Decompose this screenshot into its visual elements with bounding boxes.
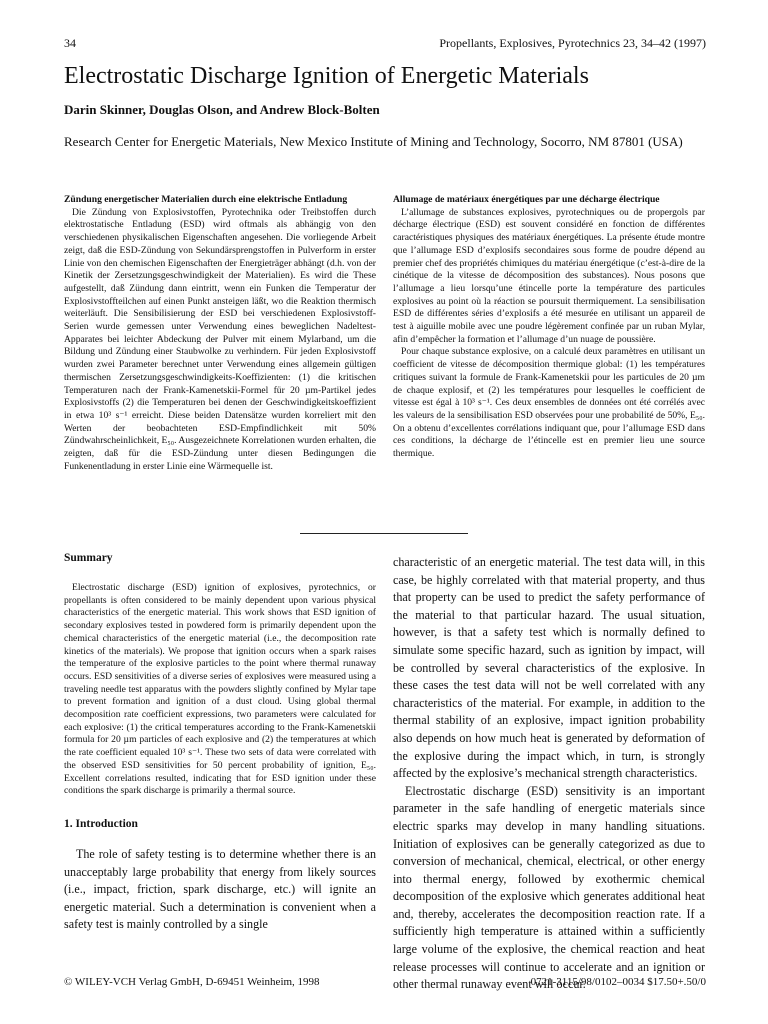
french-abstract-heading: Allumage de matériaux énergétiques par une décharge électrique xyxy=(393,194,660,205)
article-authors: Darin Skinner, Douglas Olson, and Andrew Block-Bolten xyxy=(64,102,380,117)
article-title: Electrostatic Discharge Ignition of Energetic Materials xyxy=(64,63,589,89)
publisher-footer: © WILEY-VCH Verlag GmbH, D-69451 Weinheim, 1998 xyxy=(64,976,320,988)
introduction-heading: 1. Introduction xyxy=(64,817,138,830)
french-abstract-paragraph: L’allumage de substances explosives, pyrotechniques ou de propergols par décharge électrique (ESD) est souvent considéré en fonction de différentes caractéristiques physiques des matériaux énergétiques. La présente étude montre que l’allumage ESD d’explosifs secondaires sous forme de poudre dépend au premier chef des propriétés chimiques du matériau énergétique (c’est-à-dire de la cinétique de la vitesse de décomposition des substances). Nous posons que l’allumage a lieu lorsqu’une étincelle porte la température des particules explosives au point où la réaction se poursuit thermiquement. La sensibilisation ESD de différentes séries d’explosifs a été mesurée en utilisant un appareil de test à aiguille mobile avec une poudre légèrement confinée par un ruban Mylar, afin d’empêcher la formation et l’allumage d’un nuage de poussière. xyxy=(393,206,705,345)
author-affiliation: Research Center for Energetic Materials, New Mexico Institute of Mining and Technology, Socorro, NM 87801 (USA) xyxy=(64,134,683,149)
introduction-paragraph: Electrostatic discharge (ESD) sensitivity is an important parameter in the safe handling of energetic materials since electric sparks may develop in many handling situations. Initiation of explosives can be generally categorized as due to conversion of mechanical, chemical, electrical, or other energy into thermal energy, followed by exothermic chemical decomposition of the explosive which generates additional heat and, thereby, accelerates the decomposition reaction rate. If a sufficiently high temperature is attained within a sufficiently large volume of the explosive, the chemical reaction and heat release processes will continue to accelerate and an ignition or other thermal runaway event will occur. xyxy=(393,783,705,992)
right-column xyxy=(393,554,705,994)
french-abstract xyxy=(393,194,705,461)
german-abstract-text: Die Zündung von Explosivstoffen, Pyrotechnika oder Treibstoffen durch elektrostatische Entladung (ESD) wird oftmals als abhängig von den verschiedenen physikalischen Eigenschaften angesehen. Die vorliegende Arbeit zeigt, daß die ESD-Zündung von Sekundärsprengstoffen in Pulverform in erster Linie von den chemischen Eigenschaften der Energieträger abhängt (d.h. von der Kinetik der Zersetzungsgeschwindigkeit der Materialien). Es wird die These aufgestellt, daß Zündung dann eintritt, wenn ein Funken die Temperatur der Explosivstoffteilchen auf einen Punkt ansteigen läßt, wo die Reaktion thermisch weiterläuft. Die Sensibilisierung der ESD bei verschiedenen Explosivstoff-Serien wurde gemessen unter Verwendung eines beweglichen Nadeltest-Apparates bei leichter Abdeckung der Pulver mit einem Mylarband, um die Bildung und Zündung einer Staubwolke zu verhindern. Für jeden Explosivstoff wurden zwei Parameter berechnet unter Verwendung eines allgemein gültigen thermischen Zersetzungsgeschwindigkeits-Koeffizienten: (1) die kritischen Temperaturen nach der Frank-Kamenetskii-Formel für 20 µm-Partikel jedes Explosivstoffs (2) die Temperaturen bei denen der Geschwindigkeitskoeffizient in etwa 10³ s⁻¹ erreicht. Diese beiden Datensätze wurden korreliert mit den Werten der beobachteten ESD-Empfindlichkeit mit 50% Zündwahrscheinlichkeit, E₅₀. Ausgezeichnete Korrelationen wurden erhalten, die zeigten, daß für die ESD-Zündung unter diesen Bedingungen die Funkenentladung in erster Linie eine Wärmequelle ist. xyxy=(64,206,376,472)
left-column xyxy=(64,552,376,934)
introduction-text: The role of safety testing is to determine whether there is an unacceptably large probability that energy from likely sources (i.e., impact, friction, spark discharge, etc.) will ignite an energetic material. Such a determination is convenient when a safety test is mainly controlled by a single xyxy=(64,846,376,932)
journal-citation: Propellants, Explosives, Pyrotechnics 23, 34–42 (1997) xyxy=(439,36,706,50)
french-abstract-paragraph: Pour chaque substance explosive, on a calculé deux paramètres en utilisant un coefficient de vitesse de décomposition thermique global: (1) les températures critiques suivant la formule de Frank-Kamenetskii pour les particules de 20 µm de chaque explosif, et (2) les températures pour lesquelles le coefficient de vitesse est égal à 10³ s⁻¹. Ces deux ensembles de données ont été corrélés avec les valeurs de la sensibilisation ESD observées pour une probabilité de 50%, E₅₀. On a obtenu d’excellentes corrélations indiquant que, pour l’allumage ESD dans ces conditions, la décharge de l’étincelle est en premier lieu une source thermique. xyxy=(393,346,705,460)
summary-text: Electrostatic discharge (ESD) ignition of explosives, pyrotechnics, or propellants is often considered to be mainly dependent upon various physical characteristics of the energetic material. This work shows that ESD ignition of secondary explosives tested in powdered form is primarily dependent upon the chemical characteristics of the energetic material (i.e., the decomposition rate kinetics of the materials). We propose that ignition occurs when a spark raises the temperature of the explosive particles to the point where thermal runaway occurs. ESD sensitivities of a diverse series of explosives were measured using a traveling needle test apparatus with the powders slightly confined by Mylar tape to prevent formation and ignition of a dust cloud. Using global thermal decomposition rate coefficient expressions, two parameters were calculated for each explosive: (1) the critical temperatures according to the Frank-Kamenetskii formula for 20 µm particles of each explosive and (2) the temperatures at which the rate coefficient equaled 10³ s⁻¹. These two sets of data were correlated with the observed ESD sensitivities for 50 percent probability of ignition, E₅₀. Excellent correlations resulted, indicating that for ESD ignition under these conditions the spark discharge is primarily a thermal source. xyxy=(64,582,376,797)
german-abstract-heading: Zündung energetischer Materialien durch eine elektrische Entladung xyxy=(64,194,348,205)
introduction-paragraph: characteristic of an energetic material. The test data will, in this case, be highly correlated with that material property, and thus that property can be used to predict the safety performance of the material to that particular hazard. The usual situation, however, is that a safety test which is normally defined to simulate some specific hazard, such as ignition by impact, will be controlled by several characteristics of the explosive. In these cases the test data will not be well correlated with any characteristics of the material. For example, in addition to the thermal stability of an explosive, impact ignition probability also depends on how much heat is generated by deformation of the explosive during the impact which, in turn, is strongly affected by the explosive’s mechanical strength characteristics. xyxy=(393,555,705,781)
summary-heading: Summary xyxy=(64,552,113,564)
article-code-footer: 0721-3115/98/0102–0034 $17.50+.50/0 xyxy=(530,976,706,988)
german-abstract xyxy=(64,194,376,473)
section-divider xyxy=(300,533,468,534)
page-number: 34 xyxy=(64,36,76,50)
